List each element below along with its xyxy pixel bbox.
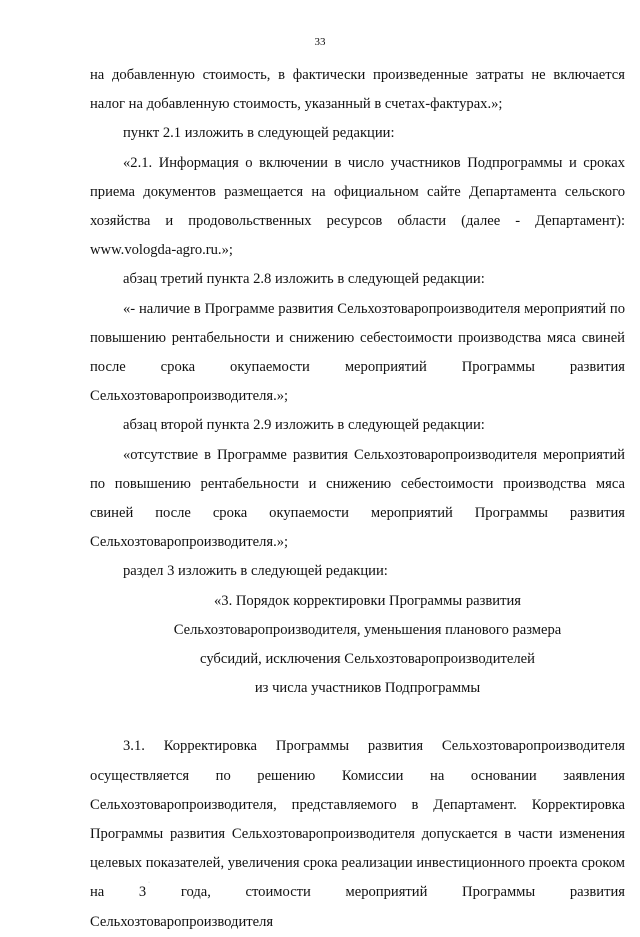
paragraph-section-3-1: 3.1. Корректировка Программы развития Сельхозтоваропроизводителя осуществляется по решению Комиссии на основании заявления Сельхозтоваропроизводителя, представляемого в Департамент. Корректировка Программы развития Сельхозтоваропроизводителя допускается в части изменения целевых показателей, увеличения срока реализации инвестиционного проекта сроком на 3 года, стоимости мероприятий Программы развития Сельхозтоваропроизводителя [90, 738, 625, 930]
heading-line: из числа участников Подпрограммы [254, 680, 481, 697]
heading-line: Сельхозтоваропроизводителя, уменьшения планового размера [173, 621, 562, 638]
paragraph-item-2-8-instruction: абзац третий пункта 2.8 изложить в следующей редакции: [123, 271, 485, 288]
paragraph-item-2-9-instruction: абзац второй пункта 2.9 изложить в следующей редакции: [123, 417, 485, 434]
paragraph-item-2-1-instruction: пункт 2.1 изложить в следующей редакции: [123, 125, 395, 142]
paragraph-section-3-instruction: раздел 3 изложить в следующей редакции: [123, 563, 388, 580]
paragraph-item-2-8-text: «- наличие в Программе развития Сельхозтоваропроизводителя мероприятий по повышению рентабельности и снижению себестоимости производства мяса свиней после срока окупаемости мероприятий Программы развития Сельхозтоваропроизводителя.»; [90, 300, 625, 405]
scan-speck: · [148, 880, 150, 886]
page-number: 33 [314, 36, 326, 48]
spacer [90, 703, 625, 732]
heading-line: субсидий, исключения Сельхозтоваропроизводителей [200, 651, 535, 668]
paragraph-vat-continuation: на добавленную стоимость, в фактически произведенные затраты не включается налог на добавленную стоимость, указанный в счетах-фактурах.»; [90, 67, 625, 113]
document-body [90, 61, 625, 937]
paragraph-item-2-1-text: «2.1. Информация о включении в число участников Подпрограммы и сроках приема документов размещается на официальном сайте Департамента сельского хозяйства и продовольственных ресурсов области (далее - Департамент): www.vologda-agro.ru.»; [90, 154, 625, 259]
heading-line: «3. Порядок корректировки Программы развития [214, 592, 521, 609]
paragraph-item-2-9-text: «отсутствие в Программе развития Сельхозтоваропроизводителя мероприятий по повышению рентабельности и снижению себестоимости производства мяса свиней после срока окупаемости мероприятий Программы развития Сельхозтоваропроизводителя.»; [90, 446, 625, 551]
section-3-heading [90, 587, 625, 704]
